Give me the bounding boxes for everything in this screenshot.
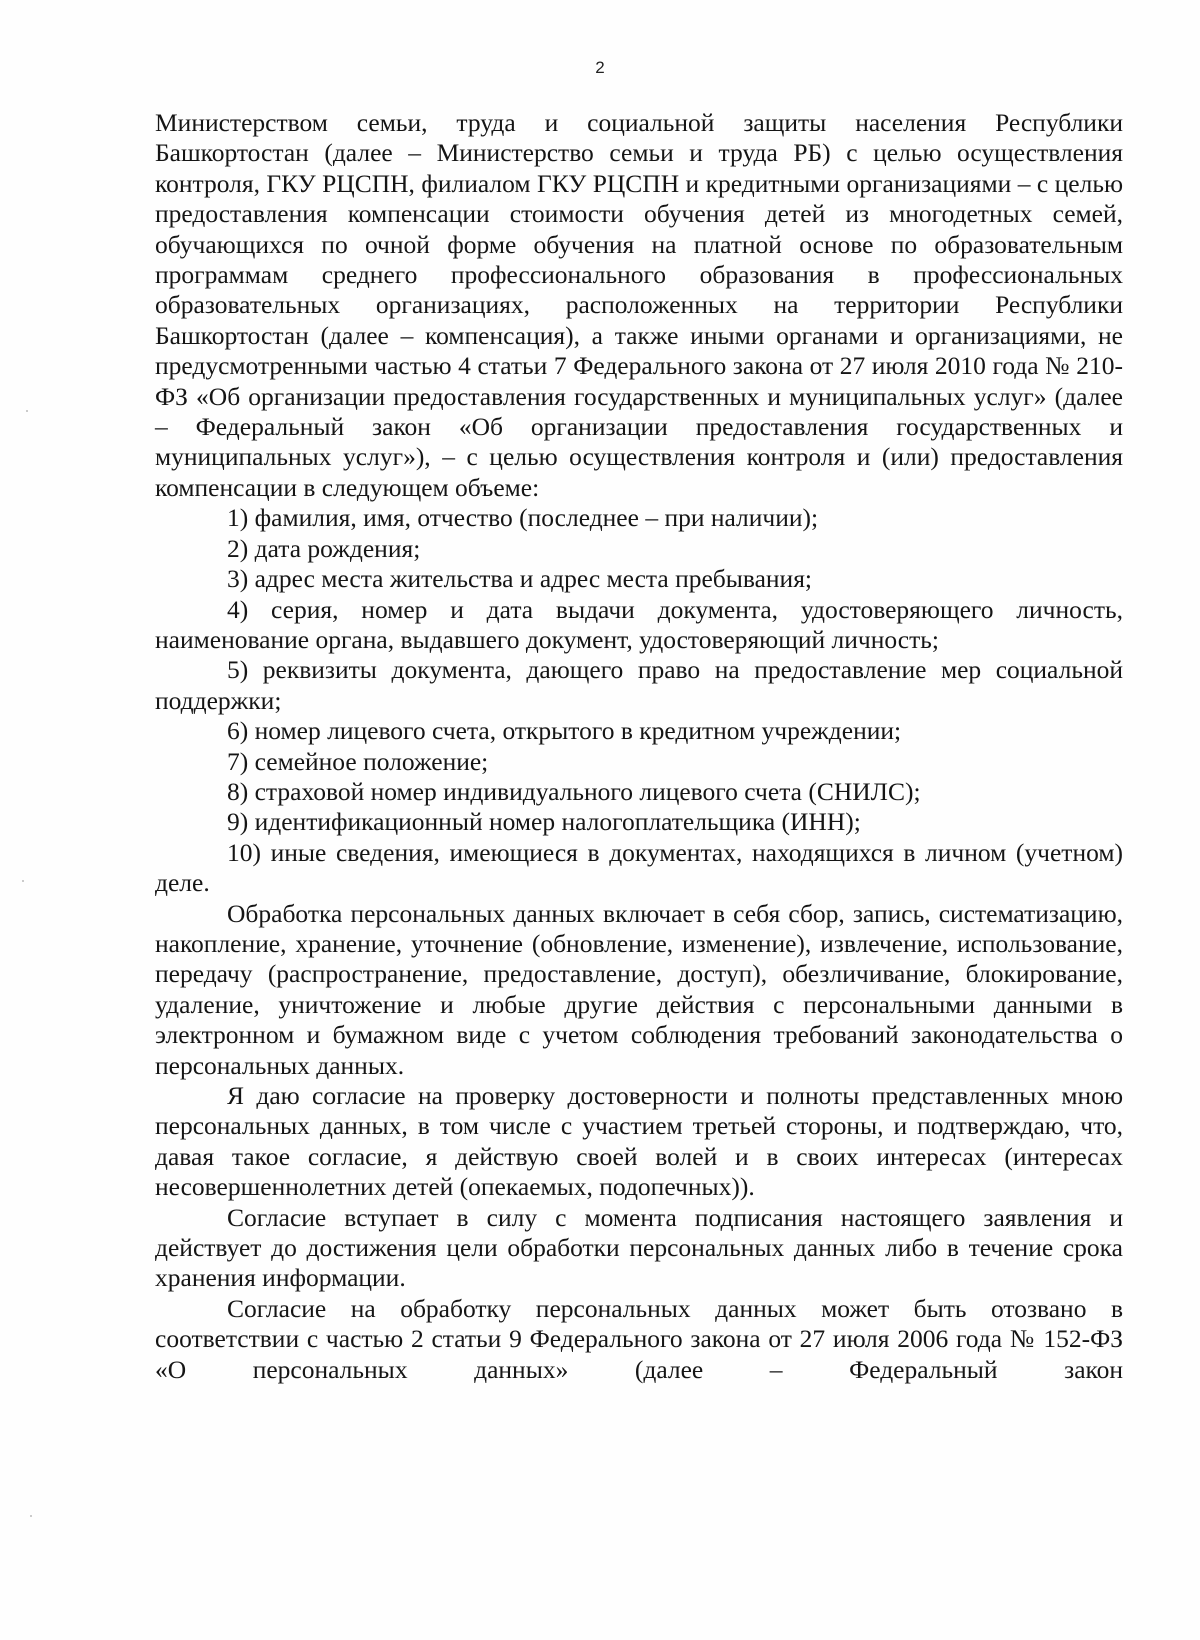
list-item: 3) адрес места жительства и адрес места пребывания; bbox=[227, 564, 813, 594]
list-item: 6) номер лицевого счета, открытого в кредитном учреждении; bbox=[227, 716, 902, 746]
revocation-block bbox=[155, 1294, 1123, 1385]
intro-paragraph: Министерством семьи, труда и социальной защиты населения Республики Башкортостан (далее – Министерство семьи и труда РБ) с целью осуществления контроля, ГКУ РЦСПН, филиалом ГКУ РЦСПН и кредитными организациями – с целью предоставления компенсации стоимости обучения детей из многодетных семей, обучающихся по очной форме обучения на платной основе по образовательным программам среднего профессионального образования в профессиональных образовательных организациях, расположенных на территории Республики Башкортостан (далее – компенсация), а также иными органами и организациями, не предусмотренными частью 4 статьи 7 Федерального закона от 27 июля 2010 года № 210-ФЗ «Об организации предоставления государственных и муниципальных услуг» (далее – Федеральный закон «Об организации предоставления государственных и муниципальных услуг»), – с целью осуществления контроля и (или) предоставления компенсации в следующем объеме: bbox=[155, 108, 1123, 502]
list-item: 7) семейное положение; bbox=[227, 746, 489, 776]
personal-data-list bbox=[155, 503, 1123, 898]
validity-paragraph: Согласие вступает в силу с момента подписания настоящего заявления и действует до достижения цели обработки персональных данных либо в течение срока хранения информации. bbox=[155, 1202, 1123, 1293]
list-item: 10) иные сведения, имеющиеся в документах, находящихся в личном (учетном) деле. bbox=[155, 837, 1123, 898]
list-item: 8) страховой номер индивидуального лицевого счета (СНИЛС); bbox=[227, 776, 921, 806]
list-item: 1) фамилия, имя, отчество (последнее – при наличии); bbox=[227, 503, 819, 533]
list-item: 2) дата рождения; bbox=[227, 533, 421, 563]
scan-speck bbox=[26, 410, 28, 412]
document-body bbox=[155, 108, 1123, 1385]
scan-speck bbox=[22, 880, 24, 882]
revocation-paragraph: Согласие на обработку персональных данных может быть отозвано в соответствии с частью 2 статьи 9 Федерального закона от 27 июля 2006 года № 152-ФЗ «О персональных данных» (далее – Федеральный закон bbox=[155, 1293, 1123, 1384]
scan-speck bbox=[30, 1515, 32, 1517]
list-item: 4) серия, номер и дата выдачи документа, удостоверяющего личность, наименование органа, выдавшего документ, удостоверяющий личность; bbox=[155, 594, 1123, 654]
list-item: 5) реквизиты документа, дающего право на предоставление мер социальной поддержки; bbox=[155, 655, 1123, 715]
verification-consent-paragraph: Я даю согласие на проверку достоверности и полноты представленных мною персональных данных, в том числе с участием третьей стороны, и подтверждаю, что, давая такое согласие, я действую своей волей и в своих интересах (интересах несовершеннолетних детей (опекаемых, подопечных)). bbox=[155, 1081, 1123, 1202]
page-number: 2 bbox=[595, 58, 605, 77]
list-item: 9) идентификационный номер налогоплательщика (ИНН); bbox=[227, 807, 861, 837]
processing-paragraph: Обработка персональных данных включает в себя сбор, запись, систематизацию, накопление, хранение, уточнение (обновление, изменение), извлечение, использование, передачу (распространение, предоставление, доступ), обезличивание, блокирование, удаление, уничтожение и любые другие действия с персональными данными в электронном и бумажном виде с учетом соблюдения требований законодательства о персональных данных. bbox=[155, 898, 1123, 1080]
